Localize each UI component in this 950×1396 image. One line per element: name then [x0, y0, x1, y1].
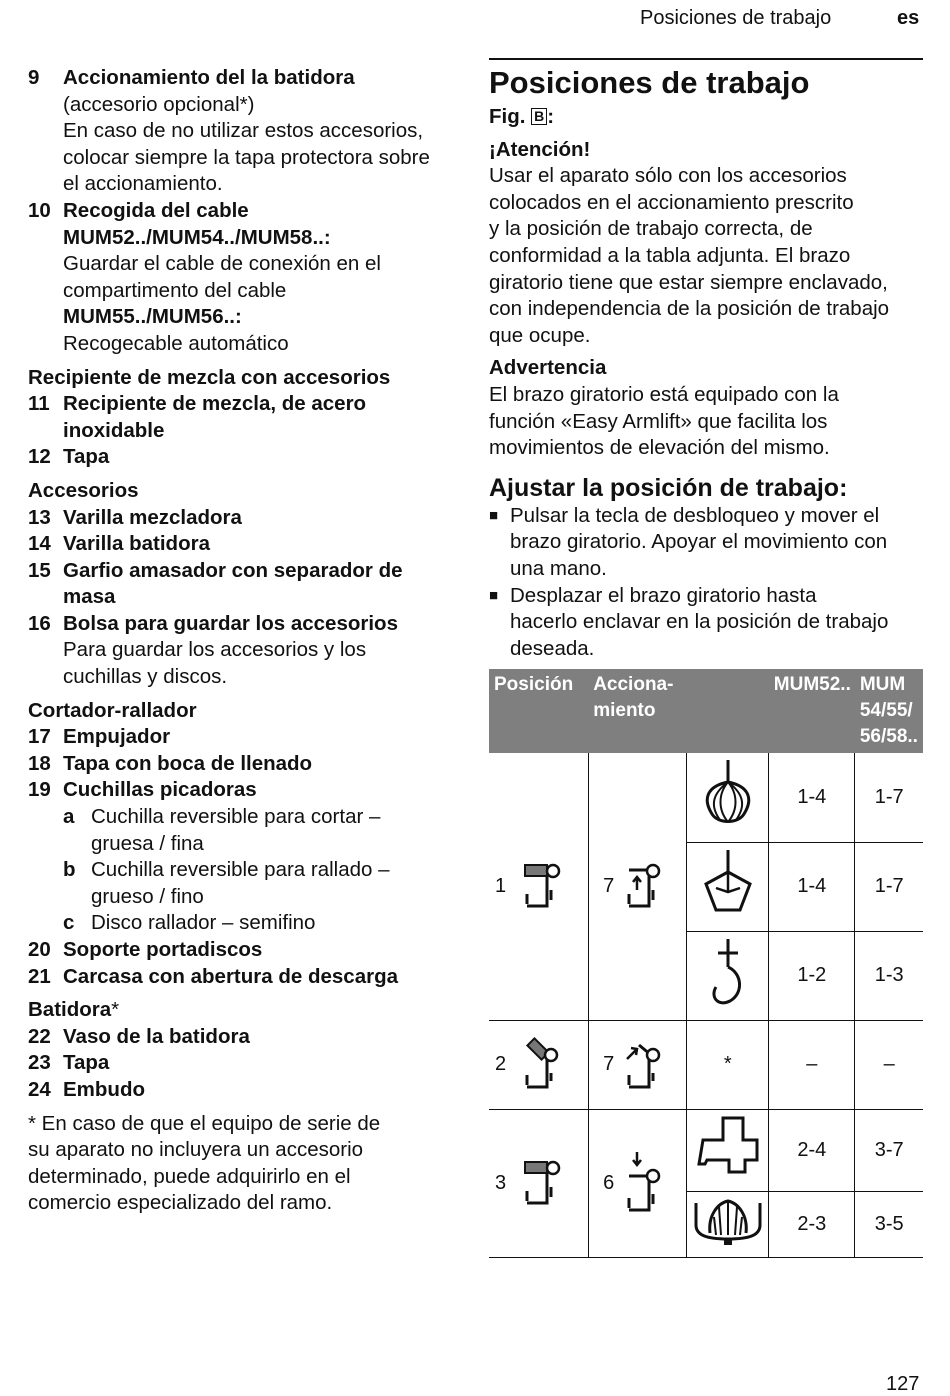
list-item — [28, 937, 468, 964]
attention-title: ¡Atención! — [489, 137, 591, 161]
figure-label: Fig. — [489, 105, 526, 128]
section-heading — [28, 997, 468, 1024]
list-item — [28, 751, 468, 778]
text-line: con independencia de la posición de trabajo — [489, 297, 890, 321]
sub-item-letter: a — [63, 805, 75, 829]
item-text: el accionamiento. — [63, 172, 223, 196]
item-title: Varilla batidora — [63, 532, 210, 556]
item-number: 9 — [28, 66, 40, 89]
list-item — [28, 444, 468, 471]
sub-item — [63, 804, 468, 857]
page-title: Posiciones de trabajo — [489, 65, 810, 100]
page-number: 127 — [886, 1373, 920, 1395]
text-line: que ocupe. — [489, 323, 591, 347]
divider — [489, 58, 923, 60]
item-number: 12 — [28, 445, 51, 469]
text-line: Desplazar el brazo giratorio hasta — [510, 583, 817, 607]
item-text: compartimento del cable — [63, 278, 287, 302]
speed-mum54: 3-7 — [855, 1109, 923, 1191]
item-number: 22 — [28, 1024, 51, 1048]
item-title: Carcasa con abertura de descarga — [63, 964, 398, 988]
list-item — [28, 65, 468, 198]
sub-item-text: Disco rallador – semifino — [91, 911, 316, 935]
text-line: función «Easy Armlift» que facilita los — [489, 409, 828, 433]
item-title: Cuchillas picadoras — [63, 778, 257, 802]
tool-cell — [687, 753, 769, 842]
item-title: Bolsa para guardar los accesorios — [63, 611, 398, 635]
tool-cell — [687, 842, 769, 931]
arm-horizontal-icon — [523, 1157, 567, 1209]
sub-item — [63, 857, 468, 910]
item-title: Soporte portadiscos — [63, 938, 263, 961]
item-number: 19 — [28, 778, 51, 802]
item-number: 13 — [28, 505, 51, 529]
header-mum52: MUM52.. — [769, 669, 855, 753]
item-text: colocar siempre la tapa protectora sobre — [63, 145, 430, 169]
text-line: y la posición de trabajo correcta, de — [489, 217, 813, 241]
header-text: Acciona- — [593, 674, 674, 695]
list-item — [28, 964, 468, 991]
header-text: miento — [593, 700, 656, 721]
sub-item — [63, 910, 468, 937]
arm-raised-icon — [523, 1037, 567, 1093]
speed-mum54: 1-7 — [855, 753, 923, 842]
sub-item-text: grueso / fino — [91, 884, 204, 908]
parts-list — [28, 65, 468, 1217]
item-title: masa — [63, 585, 116, 609]
figure-box-letter: B — [531, 108, 547, 125]
item-title: Tapa — [63, 445, 110, 469]
speed-mum52: 2-4 — [769, 1109, 855, 1191]
list-item — [28, 1024, 468, 1051]
asterisk: * — [111, 998, 120, 1022]
attention-text — [489, 163, 923, 349]
speed-mum52: – — [769, 1020, 855, 1109]
position-number: 3 — [495, 1171, 507, 1194]
item-text: cuchillas y discos. — [63, 665, 228, 689]
item-text: (accesorio opcional*) — [63, 92, 255, 116]
item-number: 18 — [28, 751, 51, 775]
text-line: colocados en el accionamiento prescrito — [489, 190, 854, 214]
bullet-item — [489, 583, 923, 663]
bullet-square-icon: ■ — [489, 506, 499, 524]
text-line: deseada. — [510, 636, 595, 660]
item-number: 21 — [28, 964, 51, 988]
item-number: 14 — [28, 532, 51, 556]
list-item — [28, 505, 468, 532]
list-item — [28, 198, 468, 358]
list-item — [28, 724, 468, 751]
figure-reference — [489, 104, 923, 131]
whisk-tool-icon — [698, 758, 758, 830]
header-position: Posición — [489, 669, 588, 753]
list-item — [28, 391, 468, 444]
item-text: En caso de no utilizar estos accesorios, — [63, 119, 424, 143]
language-code: es — [897, 7, 920, 29]
drive-number: 7 — [603, 874, 615, 897]
footnote-line: determinado, puede adquirirlo en el — [28, 1164, 351, 1188]
text-line: brazo giratorio. Apoyar el movimiento con — [510, 530, 888, 554]
item-number: 16 — [28, 611, 51, 635]
item-number: 17 — [28, 725, 51, 749]
text-line: giratorio tiene que estar siempre enclavado, — [489, 270, 888, 294]
footnote-line: comercio especializado del ramo. — [28, 1191, 333, 1215]
table-header-row — [489, 669, 923, 753]
list-item — [28, 777, 468, 937]
header-text: 56/58.. — [859, 726, 918, 747]
list-item — [28, 611, 468, 691]
text-line: movimientos de elevación del mismo. — [489, 436, 830, 460]
warning-title: Advertencia — [489, 356, 607, 380]
tool-cell — [687, 1109, 769, 1191]
item-number: 15 — [28, 558, 51, 582]
speed-mum52: 1-2 — [769, 931, 855, 1020]
warning-text — [489, 382, 923, 462]
stirring-tool-icon — [698, 848, 758, 920]
table-row — [489, 1020, 923, 1109]
item-number: 11 — [28, 392, 50, 416]
sub-item-letter: b — [63, 858, 76, 882]
item-title: Garfio amasador con separador de — [63, 558, 403, 582]
item-title: Recipiente de mezcla, de acero — [63, 392, 367, 416]
item-title: Recogida del cable — [63, 198, 249, 222]
drive-cell — [588, 1020, 687, 1109]
sub-item-text: gruesa / fina — [91, 831, 204, 855]
list-item — [28, 531, 468, 558]
section-heading-text: Accesorios — [28, 478, 139, 502]
item-text: Para guardar los accesorios y los — [63, 638, 367, 662]
list-item — [28, 1077, 468, 1104]
section-heading-text: Batidora — [28, 998, 112, 1022]
work-positions-section — [489, 58, 923, 662]
item-title: Tapa con boca de llenado — [63, 751, 313, 775]
table-row — [489, 753, 923, 842]
figure-colon: : — [547, 105, 555, 128]
item-title: Varilla mezcladora — [63, 505, 242, 529]
footnote-line: su aparato no incluyera un accesorio — [28, 1138, 364, 1162]
footnote-line: * En caso de que el equipo de serie de — [28, 1111, 381, 1135]
tool-cell — [687, 931, 769, 1020]
running-header-title: Posiciones de trabajo — [640, 7, 832, 29]
drive-7-icon — [623, 860, 667, 912]
tool-cell — [687, 1191, 769, 1257]
item-title: Accionamiento del la batidora — [63, 66, 355, 89]
positions-table — [489, 669, 923, 1258]
section-heading: Cortador-rallador — [28, 698, 197, 722]
model-label: MUM52../MUM54../MUM58..: — [63, 225, 331, 249]
section-heading — [28, 478, 468, 505]
drive-7-raised-icon — [623, 1037, 667, 1093]
subsection-heading: Ajustar la posición de trabajo: — [489, 473, 848, 502]
position-number: 1 — [495, 874, 507, 897]
citrus-press-icon — [690, 1195, 766, 1247]
item-title: Tapa — [63, 1051, 110, 1075]
section-heading: Recipiente de mezcla con accesorios — [28, 365, 391, 389]
drive-6-icon — [623, 1150, 667, 1216]
sub-item-text: Cuchilla reversible para cortar – — [91, 805, 381, 829]
position-number: 2 — [495, 1053, 507, 1075]
speed-mum54: 1-3 — [855, 931, 923, 1020]
speed-mum54: – — [855, 1020, 923, 1109]
text-line: Usar el aparato sólo con los accesorios — [489, 164, 847, 188]
model-label: MUM55../MUM56..: — [63, 305, 242, 329]
drive-cell — [588, 1109, 687, 1257]
text-line: El brazo giratorio está equipado con la — [489, 382, 839, 406]
item-title: inoxidable — [63, 418, 165, 442]
header-mum54 — [855, 669, 923, 753]
item-title: Vaso de la batidora — [63, 1024, 250, 1048]
drive-cell — [588, 753, 687, 1020]
arm-horizontal-icon — [523, 860, 567, 912]
drive-number: 7 — [603, 1053, 615, 1075]
header-drive — [588, 669, 769, 753]
item-text: Guardar el cable de conexión en el — [63, 252, 381, 276]
item-number: 20 — [28, 938, 51, 961]
sub-item-text: Cuchilla reversible para rallado – — [91, 858, 390, 882]
text-line: hacerlo enclavar en la posición de trabajo — [510, 610, 889, 634]
tool-asterisk: * — [687, 1020, 769, 1109]
speed-mum52: 2-3 — [769, 1191, 855, 1257]
text-line: una mano. — [510, 556, 607, 580]
header-text: 54/55/ — [859, 700, 913, 721]
drive-number: 6 — [603, 1171, 615, 1194]
position-cell — [489, 1020, 588, 1109]
speed-mum52: 1-4 — [769, 753, 855, 842]
speed-mum52: 1-4 — [769, 842, 855, 931]
item-number: 23 — [28, 1051, 51, 1075]
position-cell — [489, 753, 588, 1020]
header-text: MUM — [859, 674, 906, 695]
speed-mum54: 1-7 — [855, 842, 923, 931]
bullet-square-icon: ■ — [489, 586, 499, 604]
list-item — [28, 558, 468, 611]
footnote — [28, 1111, 468, 1217]
bullet-item — [489, 503, 923, 583]
text-line: Pulsar la tecla de desbloqueo y mover el — [510, 503, 880, 527]
speed-mum54: 3-5 — [855, 1191, 923, 1257]
kneading-hook-icon — [698, 937, 758, 1009]
position-cell — [489, 1109, 588, 1257]
item-number: 24 — [28, 1077, 51, 1101]
list-item — [28, 1050, 468, 1077]
shredder-icon — [693, 1114, 763, 1180]
text-line: conformidad a la tabla adjunta. El brazo — [489, 243, 851, 267]
item-text: Recogecable automático — [63, 331, 289, 355]
item-number: 10 — [28, 198, 51, 222]
item-title: Empujador — [63, 725, 171, 749]
sub-item-letter: c — [63, 911, 75, 935]
table-row — [489, 1109, 923, 1191]
item-title: Embudo — [63, 1077, 145, 1101]
